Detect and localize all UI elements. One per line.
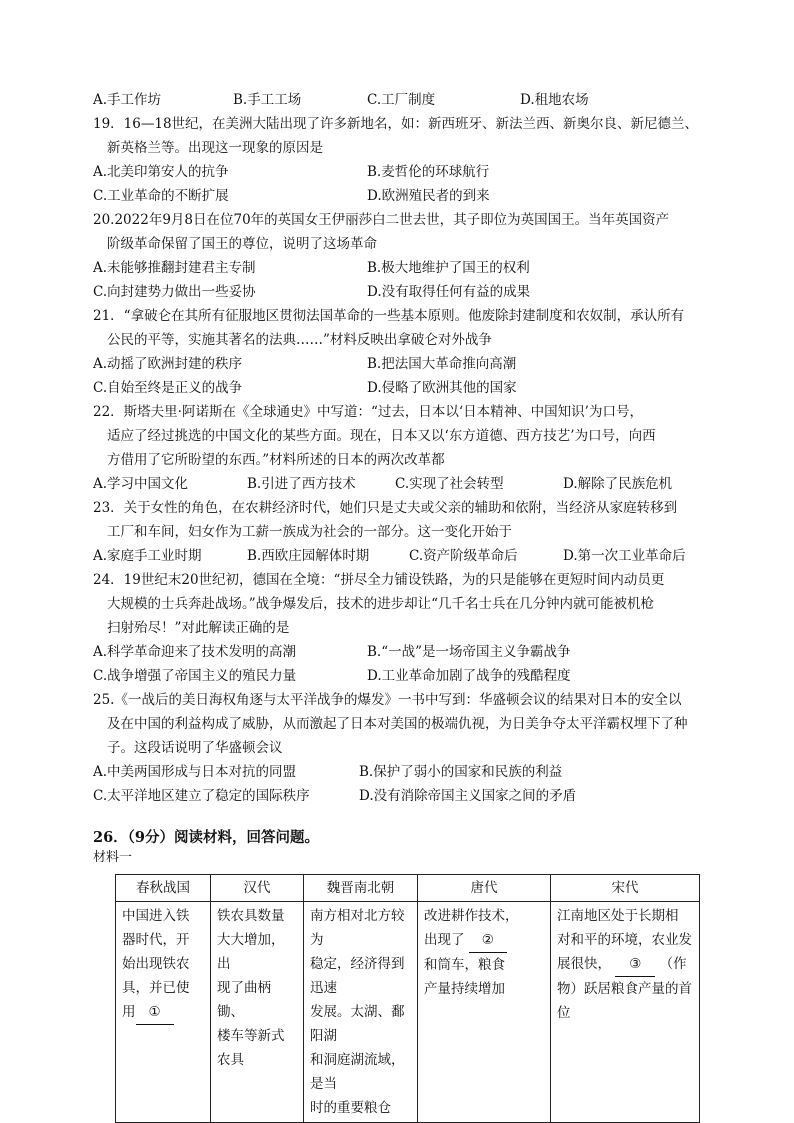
q23-stem-line-1: 23．关于女性的角色，在农耕经济时代，她们只是丈夫或父亲的辅助和依附，当经济从家庭转移到: [93, 500, 678, 516]
q21-stem-line-2: 公民的平等，实施其著名的法典……”材料反映出拿破仑对外战争: [107, 332, 492, 348]
cell-line: 楼车等新式: [217, 1028, 285, 1044]
q24-option-b: B.“一战”是一场帝国主义争霸战争: [367, 644, 571, 660]
q25-option-d: D.没有消除帝国主义国家之间的矛盾: [359, 788, 577, 804]
answer-blank-1[interactable]: ①: [136, 1000, 174, 1025]
q19-option-a: A.北美印第安人的抗争: [93, 164, 229, 180]
q21-option-d: D.侵略了欧洲其他的国家: [367, 380, 517, 396]
q23-stem-line-2: 工厂和车间，妇女作为工薪一族成为社会的一部分。这一变化开始于: [107, 524, 512, 540]
q22-option-d: D.解除了民族危机: [563, 476, 673, 492]
q26-heading: 26．（9分）阅读材料，回答问题。: [93, 829, 320, 846]
cell-line: 江南地区处于长期相: [557, 908, 679, 924]
q22-option-c: C.实现了社会转型: [395, 476, 504, 492]
cell-line: 发展。太湖、鄱阳湖: [310, 1004, 405, 1044]
cell-line: 南方相对北方较为: [310, 908, 405, 948]
cell-text: （作: [659, 956, 687, 972]
cell-handai: [211, 902, 304, 1123]
q24-stem-line-2: 大规模的士兵奔赴战场。”战争爆发后，技术的进步却让“几千名士兵在几分钟内就可能被机枪: [107, 596, 655, 612]
cell-line: 和洞庭湖流域，是当: [310, 1052, 405, 1092]
q22-option-a: A.学习中国文化: [93, 476, 189, 492]
cell-line: 对和平的环境，农业发: [557, 932, 692, 948]
q19-stem-line-1: 19．16—18世纪，在美洲大陆出现了许多新地名，如：新西班牙、新法兰西、新奥尔良、新尼德兰、: [93, 116, 699, 132]
q24-option-d: D.工业革命加剧了战争的残酷程度: [367, 668, 571, 684]
cell-line: 始出现铁农: [122, 956, 190, 972]
cell-line: 具，并已使: [122, 980, 190, 996]
table-row: [116, 902, 700, 1123]
cell-text: 展很快，: [557, 956, 611, 972]
q23-option-c: C.资产阶级革命后: [409, 548, 518, 564]
cell-line: 物）跃居粮食产量的首: [557, 981, 692, 997]
q23-option-d: D.第一次工业革命后: [563, 548, 686, 564]
q21-option-c: C.自始至终是正义的战争: [93, 380, 243, 396]
cell-line: 时的重要粮仓: [310, 1100, 391, 1116]
cell-line: 和筒车，粮食: [424, 957, 505, 973]
header-songdai: 宋代: [551, 875, 700, 902]
q24-option-c: C.战争增强了帝国主义的殖民力量: [93, 668, 297, 684]
header-handai: 汉代: [211, 875, 304, 902]
q23-option-b: B.西欧庄园解体时期: [247, 548, 370, 564]
q25-stem-line-1: 25.《一战后的美日海权角逐与太平洋战争的爆发》一书中写到：华盛顿会议的结果对日本的安全以: [93, 692, 682, 708]
q20-option-a: A.未能够推翻封建君主专制: [93, 260, 256, 276]
cell-line: [122, 1000, 204, 1025]
q20-stem-line-1: 20.2022年9月8日在位70年的英国女王伊丽莎白二世去世，其子即位为英国国王。当年英国资产: [93, 212, 670, 228]
q18-option-b: B.手工工场: [233, 92, 302, 108]
q18-option-a: A.手工作坊: [93, 92, 162, 108]
q20-option-b: B.极大地维护了国王的权利: [367, 260, 530, 276]
q25-stem-line-3: 子。这段话说明了华盛顿会议: [107, 740, 283, 756]
q20-option-c: C.向封建势力做出一些妥协: [93, 284, 256, 300]
q21-stem-line-1: 21．“拿破仑在其所有征服地区贯彻法国革命的一些基本原则。他废除封建制度和农奴制，承认所有: [93, 308, 685, 324]
cell-text: 用: [122, 1004, 136, 1020]
answer-blank-3[interactable]: ③: [615, 952, 655, 977]
q22-stem-line-3: 方借用了它所盼望的东西。”材料所述的日本的两次改革都: [107, 452, 445, 468]
cell-line: 铁农具数量: [217, 908, 285, 924]
q20-stem-line-2: 阶级革命保留了国王的尊位，说明了这场革命: [107, 236, 377, 252]
q21-option-a: A.动摇了欧洲封建的秩序: [93, 356, 243, 372]
cell-line: 稳定，经济得到迅速: [310, 956, 405, 996]
header-weijin-nanbeichao: 魏晋南北朝: [304, 875, 418, 902]
q19-stem-line-2: 新英格兰等。出现这一现象的原因是: [107, 140, 323, 156]
cell-line: [557, 952, 693, 977]
cell-text: 出现了: [424, 932, 465, 948]
q18-option-d: D.租地农场: [520, 92, 589, 108]
cell-line: 改进耕作技术，: [424, 908, 519, 924]
answer-blank-2[interactable]: ②: [469, 928, 507, 953]
cell-line: [424, 928, 544, 953]
q20-option-d: D.没有取得任何有益的成果: [367, 284, 531, 300]
cell-line: 大大增加，出: [217, 932, 285, 972]
q23-option-a: A.家庭手工业时期: [93, 548, 202, 564]
q24-option-a: A.科学革命迎来了技术发明的高潮: [93, 644, 297, 660]
q24-stem-line-1: 24．19世纪末20世纪初，德国在全境：“拼尽全力铺设铁路，为的只是能够在更短时间内动员更: [93, 572, 665, 588]
q22-stem-line-2: 适应了经过挑选的中国文化的某些方面。现在，日本又以‘东方道德、西方技艺’为口号，向西: [107, 428, 656, 444]
q19-option-c: C.工业革命的不断扩展: [93, 188, 229, 204]
material-one-table: [115, 874, 700, 1123]
cell-chunqiu-zhanguo: [116, 902, 211, 1123]
cell-songdai: [551, 902, 700, 1123]
header-chunqiu-zhanguo: 春秋战国: [116, 875, 211, 902]
cell-line: 现了曲柄锄、: [217, 980, 271, 1020]
q25-option-c: C.太平洋地区建立了稳定的国际秩序: [93, 788, 310, 804]
cell-line: 位: [557, 1005, 571, 1021]
q22-stem-line-1: 22．斯塔夫里·阿诺斯在《全球通史》中写道：“过去，日本以‘日本精神、中国知识’为口号，: [93, 404, 643, 420]
q19-option-b: B.麦哲伦的环球航行: [367, 164, 490, 180]
cell-line: 农具: [217, 1052, 244, 1068]
header-tangdai: 唐代: [418, 875, 551, 902]
cell-line: 产量持续增加: [424, 981, 505, 997]
cell-weijin-nanbeichao: [304, 902, 418, 1123]
q18-option-c: C.工厂制度: [367, 92, 436, 108]
q21-option-b: B.把法国大革命推向高潮: [367, 356, 517, 372]
material-one-label: 材料一: [93, 850, 133, 865]
q25-option-a: A.中美两国形成与日本对抗的同盟: [93, 764, 297, 780]
q25-stem-line-2: 及在中国的利益构成了威胁，从而激起了日本对美国的极端仇视，为日美争夺太平洋霸权埋下了种: [107, 716, 688, 732]
cell-line: 器时代，开: [122, 932, 190, 948]
q25-option-b: B.保护了弱小的国家和民族的利益: [359, 764, 563, 780]
q24-stem-line-3: 扫射殆尽！”对此解读正确的是: [107, 620, 290, 636]
cell-line: 中国进入铁: [122, 908, 190, 924]
q19-option-d: D.欧洲殖民者的到来: [367, 188, 490, 204]
table-header-row: [116, 875, 700, 902]
q22-option-b: B.引进了西方技术: [247, 476, 356, 492]
cell-tangdai: [418, 902, 551, 1123]
